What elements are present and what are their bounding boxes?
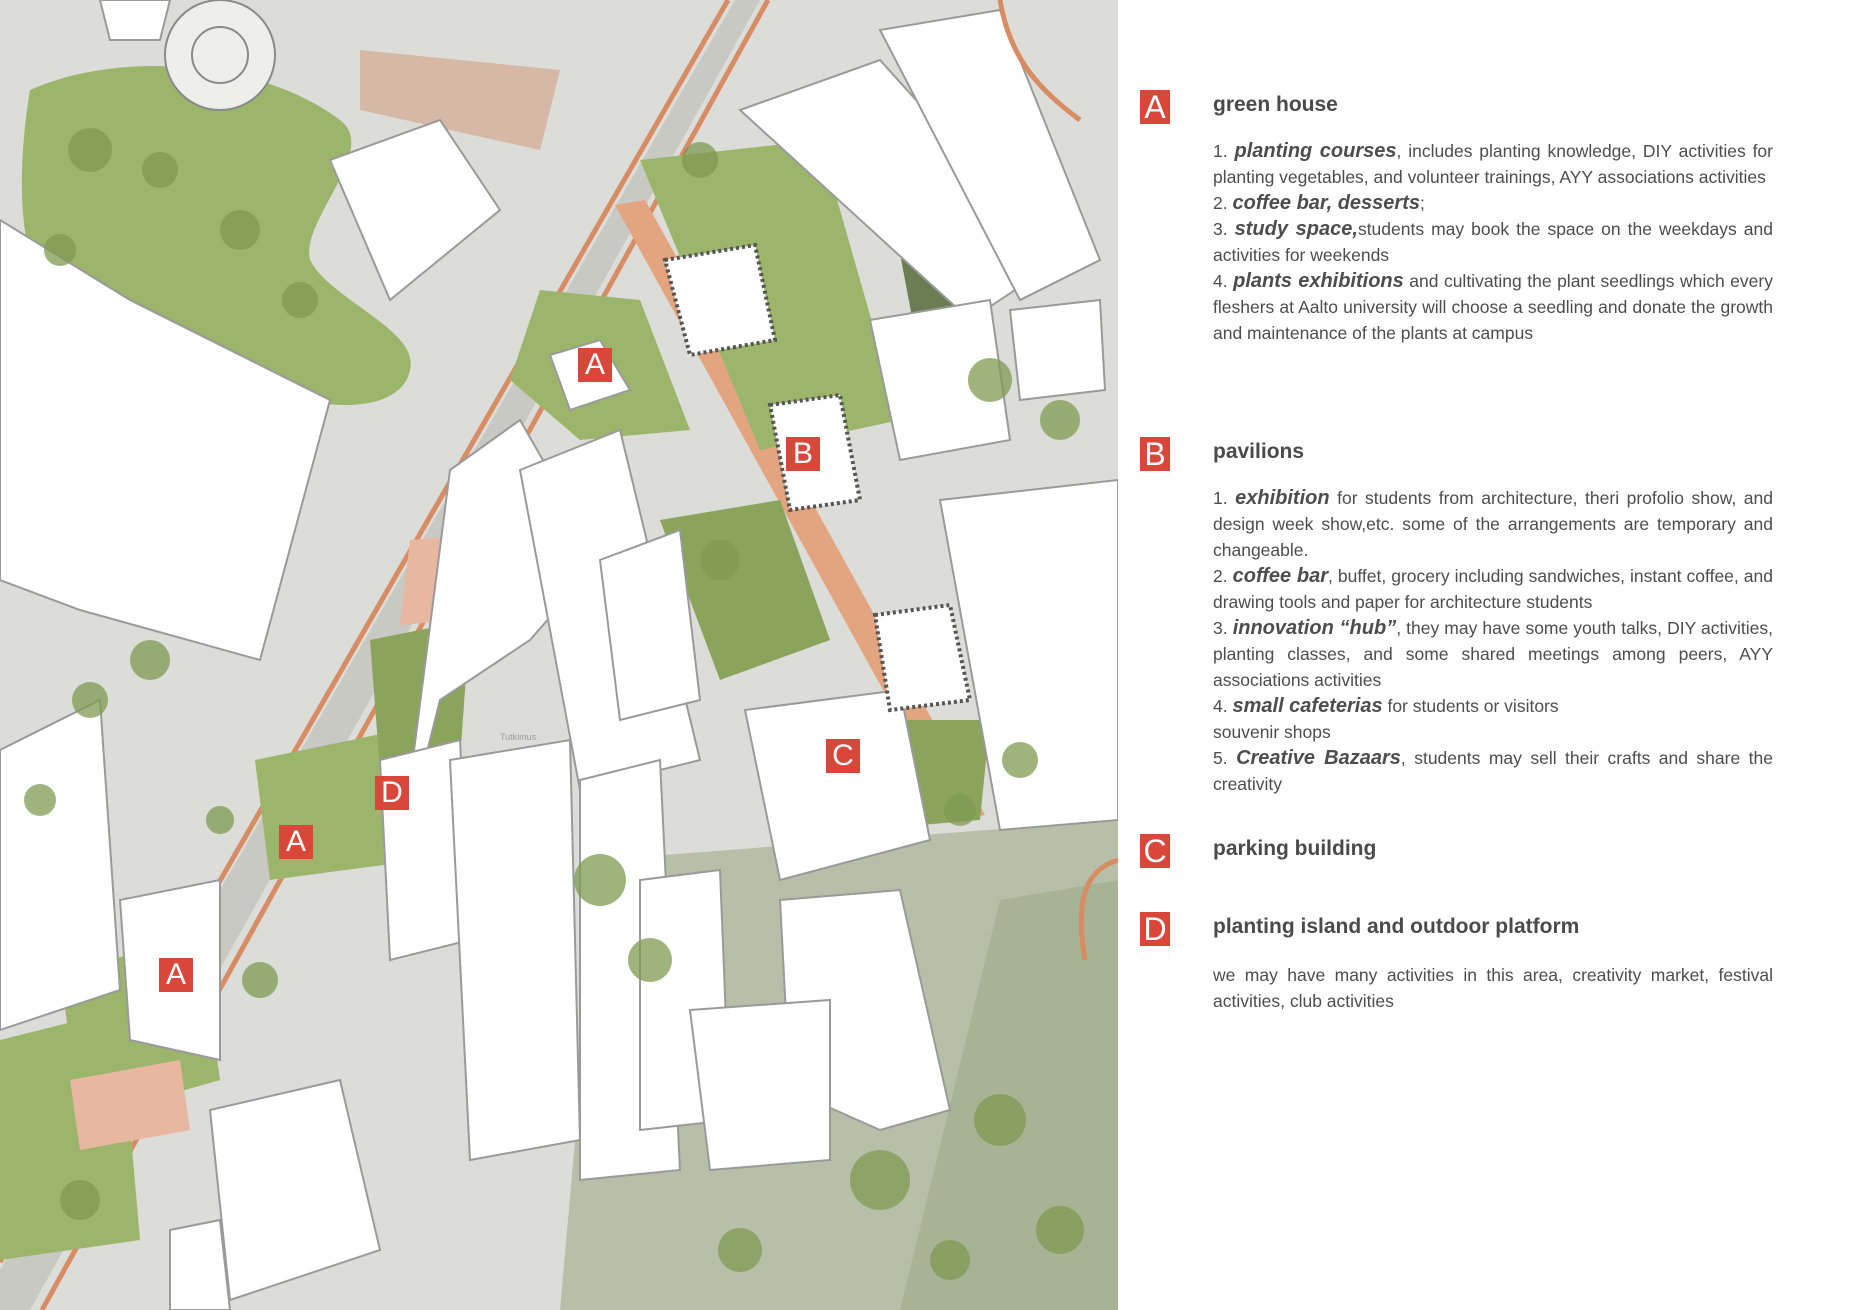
- marker-b-pavilion: B: [786, 437, 820, 471]
- legend-title-d: planting island and outdoor platform: [1213, 915, 1580, 938]
- item-number: 4.: [1213, 696, 1228, 716]
- legend-panel: [1140, 0, 1853, 1310]
- legend-item: [1213, 190, 1773, 216]
- item-number: 3.: [1213, 618, 1228, 638]
- item-keyword: Creative Bazaars: [1236, 747, 1401, 769]
- legend-title-c: parking building: [1213, 837, 1377, 860]
- item-text: ;: [1420, 193, 1425, 213]
- item-text: , students may sell their crafts and share the creativity: [1213, 748, 1773, 794]
- item-text: and cultivating the plant seedlings which every fleshers at Aalto university will choose a seedling and donate the growth and maintenance of the plants at campus: [1213, 271, 1773, 343]
- marker-c-parking: C: [826, 739, 860, 773]
- item-number: 3.: [1213, 219, 1228, 239]
- legend-title-a: green house: [1213, 93, 1338, 116]
- item-text: , they may have some youth talks, DIY activities, planting classes, and some shared meetings among peers, AYY associations activities: [1213, 618, 1773, 690]
- legend-item: [1213, 563, 1773, 615]
- item-keyword: study space,: [1234, 218, 1358, 240]
- legend-letter-c: C: [1140, 834, 1170, 868]
- item-text: , buffet, grocery including sandwiches, instant coffee, and drawing tools and paper for architecture students: [1213, 566, 1773, 612]
- item-text: for students or visitors: [1382, 696, 1559, 716]
- item-keyword: innovation “hub”: [1232, 617, 1397, 639]
- item-number: 1.: [1213, 488, 1228, 508]
- map-faint-label: Tutkimus: [500, 732, 537, 742]
- legend-text: we may have many activities in this area, creativity market, festival activities, club activities: [1213, 965, 1773, 1011]
- legend-item: [1213, 745, 1773, 797]
- item-text: for students from architecture, theri profolio show, and design week show,etc. some of the arrangements are temporary and changeable.: [1213, 488, 1773, 560]
- item-keyword: plants exhibitions: [1233, 270, 1404, 292]
- marker-a-greenhouse-3: A: [159, 958, 193, 992]
- marker-a-greenhouse-1: A: [578, 348, 612, 382]
- item-number: 1.: [1213, 141, 1228, 161]
- legend-item: [1213, 216, 1773, 268]
- legend-item: [1213, 138, 1773, 190]
- legend-item: [1213, 485, 1773, 563]
- legend-body-b: [1213, 485, 1773, 797]
- legend-item: [1213, 693, 1773, 719]
- item-text: , includes planting knowledge, DIY activities for planting vegetables, and volunteer trainings, AYY associations activities: [1213, 141, 1773, 187]
- item-keyword: coffee bar, desserts: [1232, 192, 1420, 214]
- item-text: students may book the space on the weekdays and activities for weekends: [1213, 219, 1773, 265]
- item-keyword: coffee bar: [1232, 565, 1328, 587]
- item-keyword: planting courses: [1234, 140, 1397, 162]
- item-keyword: exhibition: [1235, 487, 1330, 509]
- legend-item-extra: souvenir shops: [1213, 722, 1331, 742]
- legend-item: [1213, 615, 1773, 693]
- legend-body-d: [1213, 962, 1773, 1014]
- item-keyword: small cafeterias: [1232, 695, 1383, 717]
- legend-body-a: [1213, 138, 1773, 346]
- item-number: 5.: [1213, 748, 1228, 768]
- legend-title-b: pavilions: [1213, 440, 1305, 463]
- legend-letter-b: B: [1140, 437, 1170, 471]
- marker-d-planting-island: D: [375, 776, 409, 810]
- item-number: 4.: [1213, 271, 1228, 291]
- item-number: 2.: [1213, 566, 1228, 586]
- legend-letter-a: A: [1140, 90, 1170, 124]
- item-number: 2.: [1213, 193, 1228, 213]
- legend-letter-d: D: [1140, 912, 1170, 946]
- marker-a-greenhouse-2: A: [279, 825, 313, 859]
- legend-item: [1213, 268, 1773, 346]
